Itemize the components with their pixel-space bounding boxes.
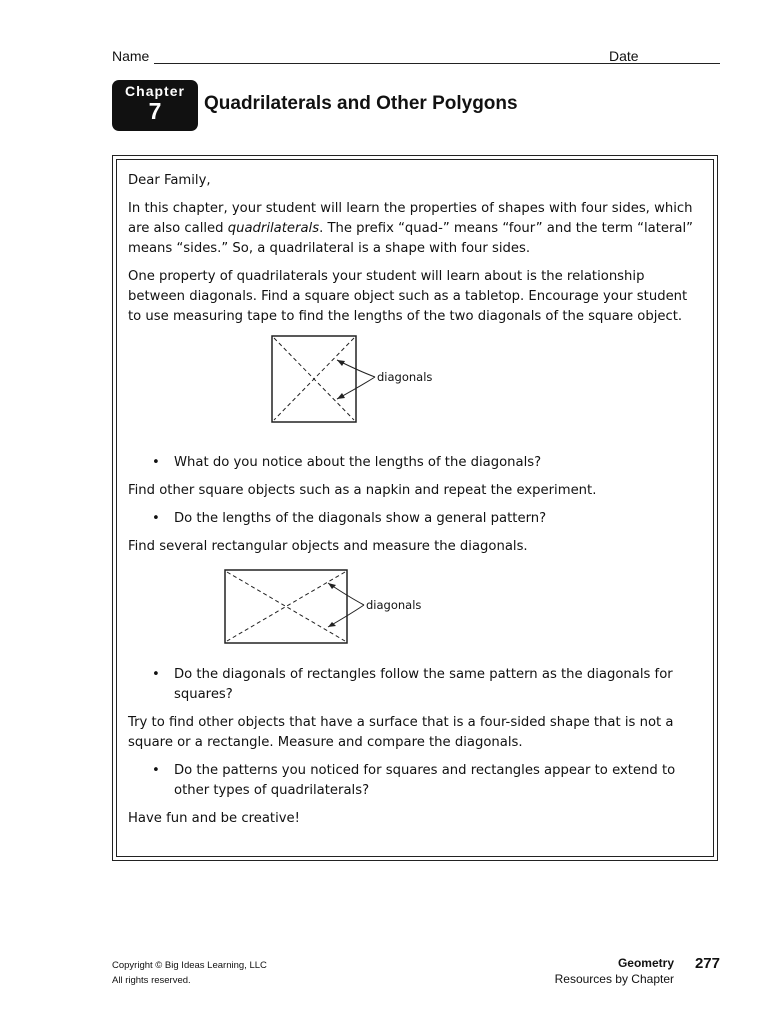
paragraph-rectangles: Find several rectangular objects and measure the diagonals. xyxy=(128,539,528,554)
family-letter-box xyxy=(112,155,718,861)
arrowhead-upper xyxy=(337,360,345,366)
question-list-1 xyxy=(128,453,698,473)
footer-copyright xyxy=(112,958,267,988)
intro-term-quadrilaterals: quadrilaterals xyxy=(227,221,320,236)
paragraph-intro xyxy=(128,199,698,259)
rectangle-outline xyxy=(225,570,347,643)
intro-text-a: In this chapter, your student will learn the properties of shapes with four sides, which are also called xyxy=(128,201,693,236)
arrowhead-lower xyxy=(337,393,345,399)
square-diagonals-label: diagonals xyxy=(377,370,433,384)
question-text: Do the lengths of the diagonals show a general pattern? xyxy=(174,511,547,526)
letter-content xyxy=(128,171,698,837)
book-title: Geometry xyxy=(617,956,674,970)
bullet-glyph: • xyxy=(152,763,160,778)
chapter-badge xyxy=(112,80,198,131)
resource-title: Resources by Chapter xyxy=(554,972,674,986)
square-diagram xyxy=(271,335,561,437)
rights-line: All rights reserved. xyxy=(112,975,191,986)
copyright-line: Copyright © Big Ideas Learning, LLC xyxy=(112,960,267,971)
question-text: Do the diagonals of rectangles follow the same pattern as the diagonals for squares? xyxy=(174,667,673,702)
chapter-word: Chapter xyxy=(125,83,185,99)
page-number: 277 xyxy=(694,955,720,972)
question-item xyxy=(152,665,698,705)
rectangle-diagram xyxy=(224,569,524,655)
question-list-2 xyxy=(128,509,698,529)
paragraph-repeat: Find other square objects such as a napkin and repeat the experiment. xyxy=(128,483,597,498)
question-list-4 xyxy=(128,761,698,801)
question-item xyxy=(152,761,698,801)
question-text: Do the patterns you noticed for squares and rectangles appear to extend to other types of quadrilaterals? xyxy=(174,763,676,798)
question-text: What do you notice about the lengths of the diagonals? xyxy=(174,455,542,470)
chapter-number: 7 xyxy=(148,98,162,124)
square-diagonals-figure xyxy=(128,335,698,437)
date-label: Date xyxy=(609,48,639,64)
rectangle-diagonals-figure xyxy=(128,569,698,655)
bullet-glyph: • xyxy=(152,511,160,526)
bullet-glyph: • xyxy=(152,455,160,470)
intro-text-b: . The prefix “quad-” means “four” and the term “lateral” means “sides.” So, a quadrilateral is a shape with four sides. xyxy=(128,221,693,256)
name-date-row xyxy=(112,48,720,68)
footer-book-info xyxy=(555,955,674,987)
date-blank-line[interactable] xyxy=(640,63,720,64)
question-item xyxy=(152,509,698,529)
bullet-glyph: • xyxy=(152,667,160,682)
paragraph-other-shapes: Try to find other objects that have a surface that is a four-sided shape that is not a square or a rectangle. Measure and compare the diagonals. xyxy=(128,715,674,750)
letter-greeting: Dear Family, xyxy=(128,173,211,188)
name-label: Name xyxy=(112,48,150,64)
question-item xyxy=(152,453,698,473)
rectangle-diagonals-label: diagonals xyxy=(366,598,422,612)
letter-inner-border xyxy=(116,159,714,857)
rectangle-diagonal-2 xyxy=(227,572,345,641)
rectangle-diagonal-1 xyxy=(227,572,345,641)
arrowhead-upper xyxy=(328,583,336,589)
question-list-3 xyxy=(128,665,698,705)
page-title: Quadrilaterals and Other Polygons xyxy=(204,93,518,114)
letter-closing: Have fun and be creative! xyxy=(128,811,300,826)
paragraph-diagonals: One property of quadrilaterals your student will learn about is the relationship between diagonals. Find a square object such as a tabletop. Encourage your student to use measuring tape to find the lengths of the two diagonals of the square object. xyxy=(128,269,688,324)
